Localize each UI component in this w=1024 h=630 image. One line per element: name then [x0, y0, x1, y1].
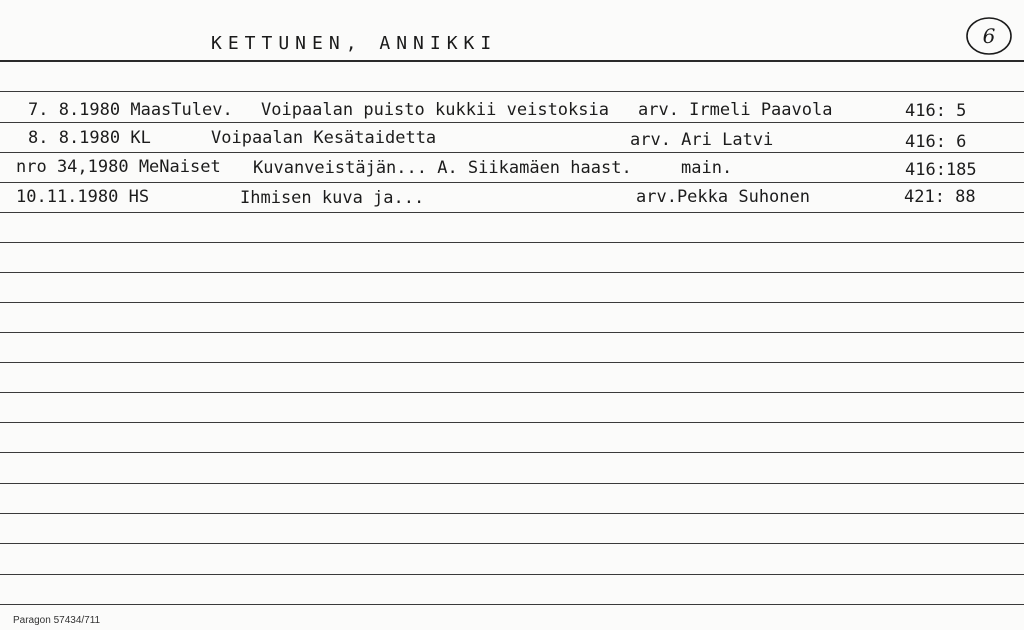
ruled-line: [0, 212, 1024, 213]
ruled-line: [0, 483, 1024, 484]
entry-description: Ihmisen kuva ja...: [240, 188, 425, 208]
entry-author: arv. Ari Latvi: [630, 130, 774, 150]
ruled-line: [0, 604, 1024, 605]
ruled-line: [0, 574, 1024, 575]
entry-date-source: 7. 8.1980 MaasTulev.: [28, 100, 233, 120]
ruled-line: [0, 392, 1024, 393]
entry-description: Kuvanveistäjän... A. Siikamäen haast.: [253, 158, 632, 178]
entry-description: Voipaalan puisto kukkii veistoksia: [261, 100, 609, 120]
entry-date-source: 10.11.1980 HS: [16, 187, 150, 207]
entry-description: Voipaalan Kesätaidetta: [211, 128, 437, 148]
entry-date-source: nro 34,1980 MeNaiset: [16, 157, 221, 177]
entry-date-source: 8. 8.1980 KL: [28, 128, 151, 148]
ruled-line: [0, 362, 1024, 363]
ruled-line: [0, 332, 1024, 333]
entry-ref: 421: 88: [904, 187, 976, 207]
entry-ref: 416: 5: [905, 101, 967, 121]
entry-ref: 416: 6: [905, 132, 967, 152]
card-name-heading: KETTUNEN, ANNIKKI: [211, 33, 498, 54]
ruled-line: [0, 122, 1024, 123]
entry-author: main.: [681, 158, 733, 178]
header-rule: [0, 60, 1024, 62]
ruled-line: [0, 302, 1024, 303]
ruled-line: [0, 422, 1024, 423]
card-number: 6: [982, 24, 996, 48]
entry-ref: 416:185: [905, 160, 977, 180]
ruled-line: [0, 452, 1024, 453]
ruled-line: [0, 182, 1024, 183]
ruled-line: [0, 543, 1024, 544]
ruled-line: [0, 152, 1024, 153]
ruled-line: [0, 91, 1024, 92]
card-number-circle: [964, 14, 1014, 58]
ruled-line: [0, 242, 1024, 243]
ruled-line: [0, 513, 1024, 514]
entry-author: arv.Pekka Suhonen: [636, 187, 810, 207]
ruled-line: [0, 272, 1024, 273]
entry-author: arv. Irmeli Paavola: [638, 100, 833, 120]
card-footer-print: Paragon 57434/711: [13, 615, 101, 626]
